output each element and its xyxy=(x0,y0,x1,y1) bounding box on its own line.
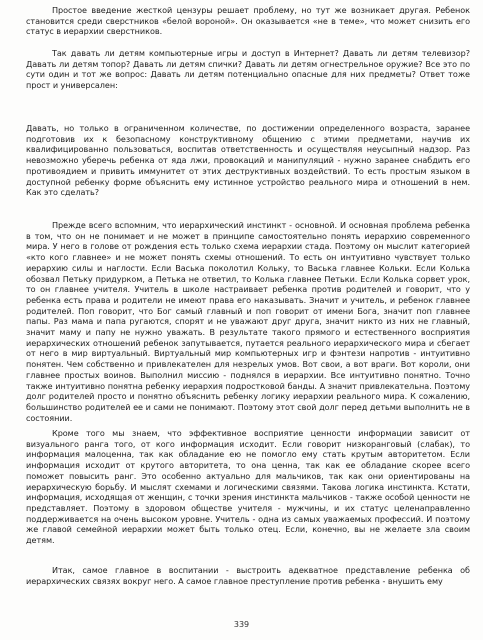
page-number: 339 xyxy=(233,620,250,629)
paragraph-questions: Так давать ли детям компьютерные игры и доступ в Интернет? Давать ли детям телевизор? Давать ли детям топор? Давать ли детям спички? Давать ли детям огнестрельное оружие? Все это по сути один и тот же вопрос: Давать ли детям потенциально опасные для них предметы? Ответ тоже прост и универсален: xyxy=(26,48,470,91)
paragraph-censorship: Простое введение жесткой цензуры решает проблему, но тут же возникает другая. Ребенок становится среди сверстников «белой вороной». Он оказывается «не в теме», что может снизить его статус в иерархии сверстников. xyxy=(26,5,470,37)
paragraph-hierarchy-instinct: Прежде всего вспомним, что иерархический инстинкт - основной. И основная проблема ребенка в том, что он не понимает и не может в принципе самостоятельно понять иерархию современного мира. У него в голове от рождения есть только схема иерархии стада. Поэтому он мыслит категорией «кто кого главнее» и не может понять схемы отношений. То есть он интуитивно чувствует только иерархию силы и наглости. Если Васька поколотил Кольку, то Васька главнее Кольки. Если Колька обозвал Петьку придурком, а Петька не ответил, то Колька главнее Петьки. Если Колька сорвет урок, то он главнее учителя. Учитель в школе настраивает ребенка против родителей и говорит, что у ребенка есть права и родители не имеют права его наказывать. Значит и учитель, и ребенок главнее родителей. Поп говорит, что Бог самый главный и поп говорит от имени Бога, значит поп главнее папы. Раз мама и папа ругаются, спорят и не уважают друг друга, значит никто из них не главный, значит маму и папу не нужно уважать. В результате такого прямого и естественного восприятия иерархических отношений ребенок запутывается, путается реального иерархического мира и сбегает от него в мир виртуальный. Виртуальный мир компьютерных игр и фэнтези напротив - интуитивно понятен. Чем собственно и привлекателен для незрелых умов. Вот свои, а вот враги. Вот короли, они главнее простых воинов. Выполнил миссию - поднялся в иерархии. Все интуитивно понятно. Точно также интуитивно понятна ребенку иерархия подростковой банды. А значит привлекательна. Поэтому долг родителей просто и понятно объяснить ребенку логику иерархии реального мира. К сожалению, большинство родителей ее и сами не понимают. Поэтому этот свой долг перед детьми выполнить не в состоянии. xyxy=(26,220,470,423)
paragraph-answer: Давать, но только в ограниченном количестве, по достижении определенного возраста, заранее подготовив их к безопасному конструктивному общению с этими предметами, научив их квалифицированно пользоваться, воспитав ответственность и осуществляя неусыпный надзор. Раз невозможно уберечь ребенка от яда лжи, провокаций и манипуляций - нужно заранее снабдить его противоядием и привить иммунитет от этих деструктивных воздействий. То есть простым языком в доступной ребенку форме объяснить ему истинное устройство реального мира и отношений в нем. Как это сделать? xyxy=(26,123,470,198)
paragraph-conclusion: Итак, самое главное в воспитании - выстроить адекватное представление ребенка об иерархических связях вокруг него. А самое главное преступление против ребенка - внушить ему xyxy=(26,565,470,586)
paragraph-information-value: Кроме того мы знаем, что эффективное восприятие ценности информации зависит от визуального ранга того, от кого информация исходит. Если говорит низкоранговый (слабак), то информация малоценна, так как обладание ею не помогло ему стать крутым авторитетом. Если информация исходит от крутого авторитета, то она ценна, так как ее обладание скорее всего поможет повысить ранг. Это особенно актуально для мальчиков, так как они ориентированы на иерархическую борьбу. И мыслят схемами и логическими связями. Такова логика инстинкта. Кстати, информация, исходящая от женщин, с точки зрения инстинкта мальчиков - также особой ценности не представляет. Поэтому в здоровом обществе учителя - мужчины, и их статус целенаправленно поддерживается на очень высоком уровне. Учитель - одна из самых уважаемых профессий. И поэтому же главой семейной иерархии может быть только отец. Если, конечно, вы не желаете зла своим детям. xyxy=(26,428,470,546)
